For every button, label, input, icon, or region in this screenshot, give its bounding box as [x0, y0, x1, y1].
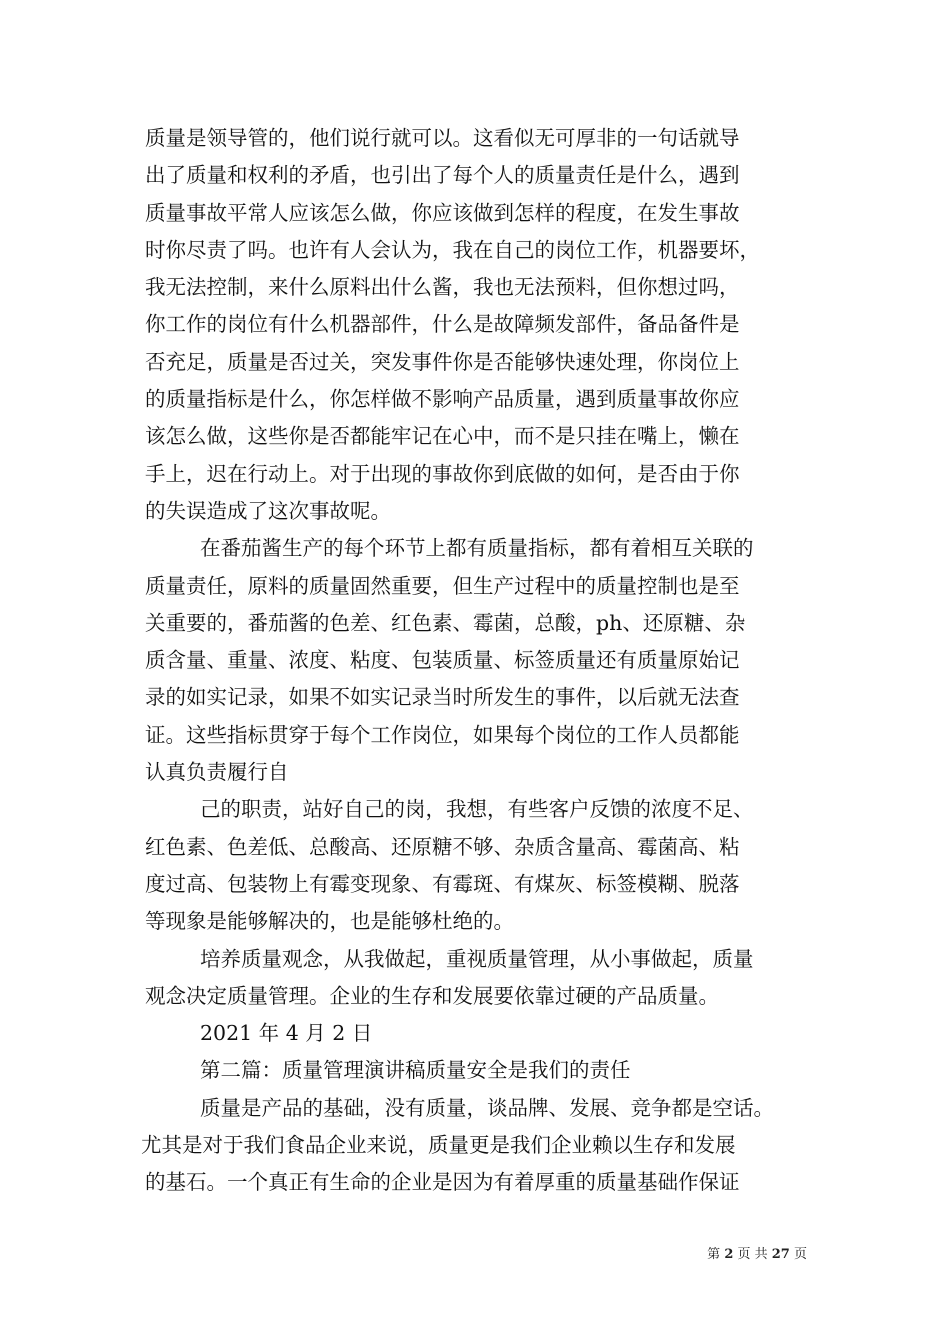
- text-line: 出了质量和权利的矛盾，也引出了每个人的质量责任是什么，遇到: [145, 163, 740, 188]
- text-line: 的失误造成了这次事故呢。: [145, 498, 391, 523]
- footer-middle: 页 共: [733, 1247, 772, 1262]
- text-line: 红色素、色差低、总酸高、还原糖不够、杂质含量高、霉菌高、粘: [145, 834, 740, 859]
- paragraph-start-line: 质量是产品的基础，没有质量，谈品牌、发展、竞争都是空话。: [200, 1095, 774, 1120]
- text-line: 手上，迟在行动上。对于出现的事故你到底做的如何，是否由于你: [145, 461, 740, 486]
- footer-suffix: 页: [789, 1247, 807, 1262]
- text-line: 质量事故平常人应该怎么做，你应该做到怎样的程度，在发生事故: [145, 200, 740, 225]
- text-line: 证。这些指标贯穿于每个工作岗位，如果每个岗位的工作人员都能: [145, 722, 740, 747]
- section-heading: 第二篇：质量管理演讲稿质量安全是我们的责任: [200, 1058, 631, 1083]
- current-page-number: 2: [724, 1247, 734, 1262]
- text-line: 质量责任，原料的质量固然重要，但生产过程中的质量控制也是至: [145, 573, 740, 598]
- text-line: 质量是领导管的，他们说行就可以。这看似无可厚非的一句话就导: [145, 126, 740, 150]
- text-line: 的基石。一个真正有生命的企业是因为有着厚重的质量基础作保证: [145, 1170, 740, 1195]
- paragraph-start-line: 培养质量观念，从我做起，重视质量管理，从小事做起，质量: [200, 946, 754, 971]
- text-line: 我无法控制，来什么原料出什么酱，我也无法预料，但你想过吗，: [145, 275, 740, 300]
- text-line: 度过高、包装物上有霉变现象、有霉斑、有煤灰、标签模糊、脱落: [145, 871, 740, 896]
- text-line: 关重要的，番茄酱的色差、红色素、霉菌，总酸，ph、还原糖、杂: [145, 610, 746, 635]
- footer-prefix: 第: [707, 1247, 725, 1262]
- page-number-footer: [707, 1246, 807, 1264]
- body-text: [141, 120, 813, 1202]
- text-line: 否充足，质量是否过关，突发事件你是否能够快速处理，你岗位上: [145, 349, 740, 374]
- text-line: 该怎么做，这些你是否都能牢记在心中，而不是只挂在嘴上，懒在: [145, 424, 740, 449]
- text-line: 认真负责履行自: [145, 760, 289, 785]
- text-line: 观念决定质量管理。企业的生存和发展要依靠过硬的产品质量。: [145, 983, 719, 1008]
- text-line: 你工作的岗位有什么机器部件，什么是故障频发部件，备品备件是: [145, 312, 740, 337]
- date-line: 2021 年 4 月 2 日: [200, 1021, 373, 1046]
- paragraph-start-line: 在番茄酱生产的每个环节上都有质量指标，都有着相互关联的: [200, 536, 754, 561]
- paragraph-start-line: 己的职责，站好自己的岗，我想，有些客户反馈的浓度不足、: [200, 797, 754, 822]
- text-line: 尤其是对于我们食品企业来说，质量更是我们企业赖以生存和发展: [141, 1133, 736, 1158]
- text-line: 质含量、重量、浓度、粘度、包装质量、标签质量还有质量原始记: [145, 648, 740, 673]
- text-line: 时你尽责了吗。也许有人会认为，我在自己的岗位工作，机器要坏，: [145, 237, 760, 262]
- text-line: 的质量指标是什么，你怎样做不影响产品质量，遇到质量事故你应: [145, 387, 740, 412]
- text-line: 录的如实记录，如果不如实记录当时所发生的事件，以后就无法查: [145, 685, 740, 710]
- text-line: 等现象是能够解决的，也是能够杜绝的。: [145, 909, 514, 934]
- total-pages-number: 27: [771, 1247, 790, 1262]
